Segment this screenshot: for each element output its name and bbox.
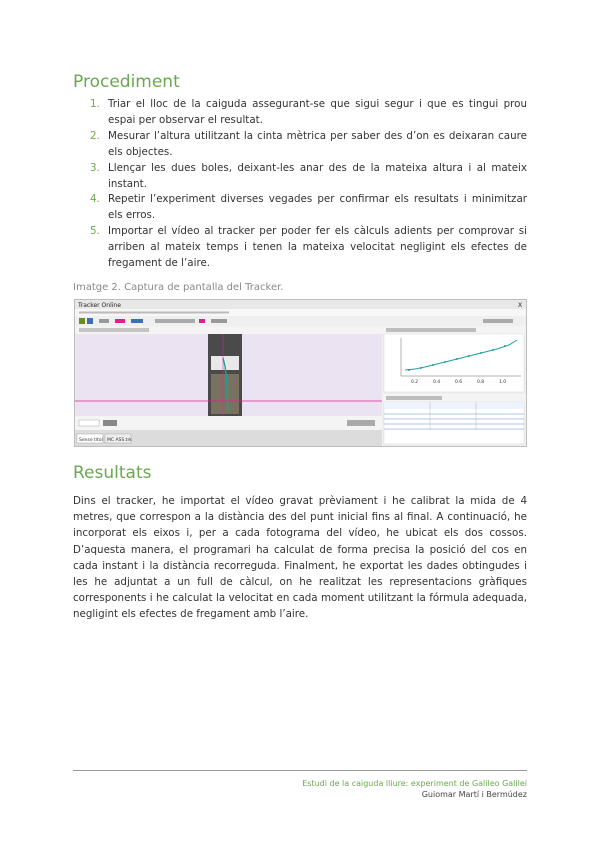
list-item — [73, 129, 527, 161]
open-icon[interactable] — [79, 318, 85, 324]
plot-point — [432, 364, 434, 366]
plot-tick: 1.0 — [499, 380, 507, 385]
plot-point — [444, 361, 446, 363]
table-header — [384, 402, 524, 409]
list-item — [73, 97, 527, 129]
close-icon[interactable]: X — [518, 302, 523, 309]
step-number: 4. — [90, 193, 100, 206]
plot-tick: 0.2 — [411, 380, 419, 385]
list-item — [73, 161, 527, 193]
footer-title: Estudi de la caiguda lliure: experiment de Galileo Galilei — [302, 779, 527, 788]
results-paragraph: Dins el tracker, he importat el vídeo gravat prèviament i he calibrat la mida de 4 metres, que correspon a la distància des del punt inicial fins al final. A continuació, he incorporat els eixos i, per a cada fotograma del vídeo, he ubicat els dos cossos. D’aquesta manera, el programari ha calculat de forma precisa la posició del cos en cada instant i la distància recorreguda. Finalment, he exportat les dades obtingudes i les he adjuntat a un full de càlcul, on he realitzat les representacions gràfiques corresponents i he calculat la velocitat en cada moment utilitzant la fórmula adequada, negligint els efectes de fregament amb l’aire. — [73, 495, 527, 621]
play-controls[interactable] — [103, 420, 117, 426]
step-controls[interactable] — [347, 420, 375, 426]
player-bar — [75, 416, 382, 430]
step-number: 5. — [90, 225, 100, 238]
step-number: 3. — [90, 161, 100, 174]
procedure-list — [73, 97, 527, 272]
plot-tick: 0.8 — [477, 380, 485, 385]
plot-point — [468, 355, 470, 357]
plot-point — [456, 358, 458, 360]
list-item — [73, 192, 527, 224]
plot-selectors[interactable] — [386, 328, 476, 332]
plot-tick: 0.6 — [455, 380, 463, 385]
video-frame-dark — [211, 374, 239, 414]
plot-point — [480, 352, 482, 354]
step-number: 1. — [90, 98, 100, 110]
plot-tick: 0.4 — [433, 380, 441, 385]
window-title: Tracker Online — [78, 302, 121, 309]
tab-label: Sense títol — [79, 438, 103, 443]
tracker-window — [75, 300, 526, 446]
step-text: Mesurar l’altura utilitzant la cinta mètrica per saber des d’on es deixaran caure els objectes. — [108, 129, 527, 158]
plot-point — [420, 367, 422, 369]
chart-icon[interactable] — [131, 319, 143, 323]
step-text: Importar el vídeo al tracker per poder fer els càlculs adients per comprovar si arriben al mateix temps i tenen la mateixa velocitat negligint els efectes de fregament de l’aire. — [108, 225, 527, 270]
save-icon[interactable] — [87, 318, 93, 324]
plot-point — [408, 369, 410, 371]
video-controls[interactable] — [79, 328, 149, 332]
toolbar-right-icons[interactable] — [483, 319, 513, 323]
step-text: Repetir l’experiment diverses vegades per confirmar els resultats i minimitzar els erros. — [108, 193, 527, 222]
table-selectors[interactable] — [386, 396, 442, 400]
menu-items[interactable] — [79, 312, 229, 314]
footer-author: Guiomar Martí i Bermúdez — [421, 790, 527, 799]
results-heading: Resultats — [73, 463, 152, 483]
tool-icon[interactable] — [99, 319, 109, 323]
step-number: 2. — [90, 129, 100, 142]
step-text: Triar el lloc de la caiguda assegurant-se que sigui segur i que es tingui prou espai per observar el resultat. — [108, 98, 527, 126]
procedure-heading: Procediment — [73, 72, 180, 92]
marker-icon[interactable] — [199, 319, 205, 323]
plot-point — [504, 345, 506, 347]
step-text: Llençar les dues boles, deixant-les anar des de la mateixa altura i al mateix instant. — [108, 161, 527, 190]
zoom-icon[interactable] — [211, 319, 227, 323]
footer-divider — [73, 770, 527, 771]
tracker-screenshot — [74, 299, 527, 447]
tab-label: MC ASS.trk — [107, 438, 132, 443]
list-item — [73, 224, 527, 272]
window-titlebar — [75, 300, 526, 309]
plot-point — [492, 349, 494, 351]
frame-field[interactable] — [79, 420, 99, 426]
track-selector[interactable] — [155, 319, 195, 323]
track-icon[interactable] — [115, 319, 125, 323]
figure-caption: Imatge 2. Captura de pantalla del Tracker. — [73, 282, 284, 293]
